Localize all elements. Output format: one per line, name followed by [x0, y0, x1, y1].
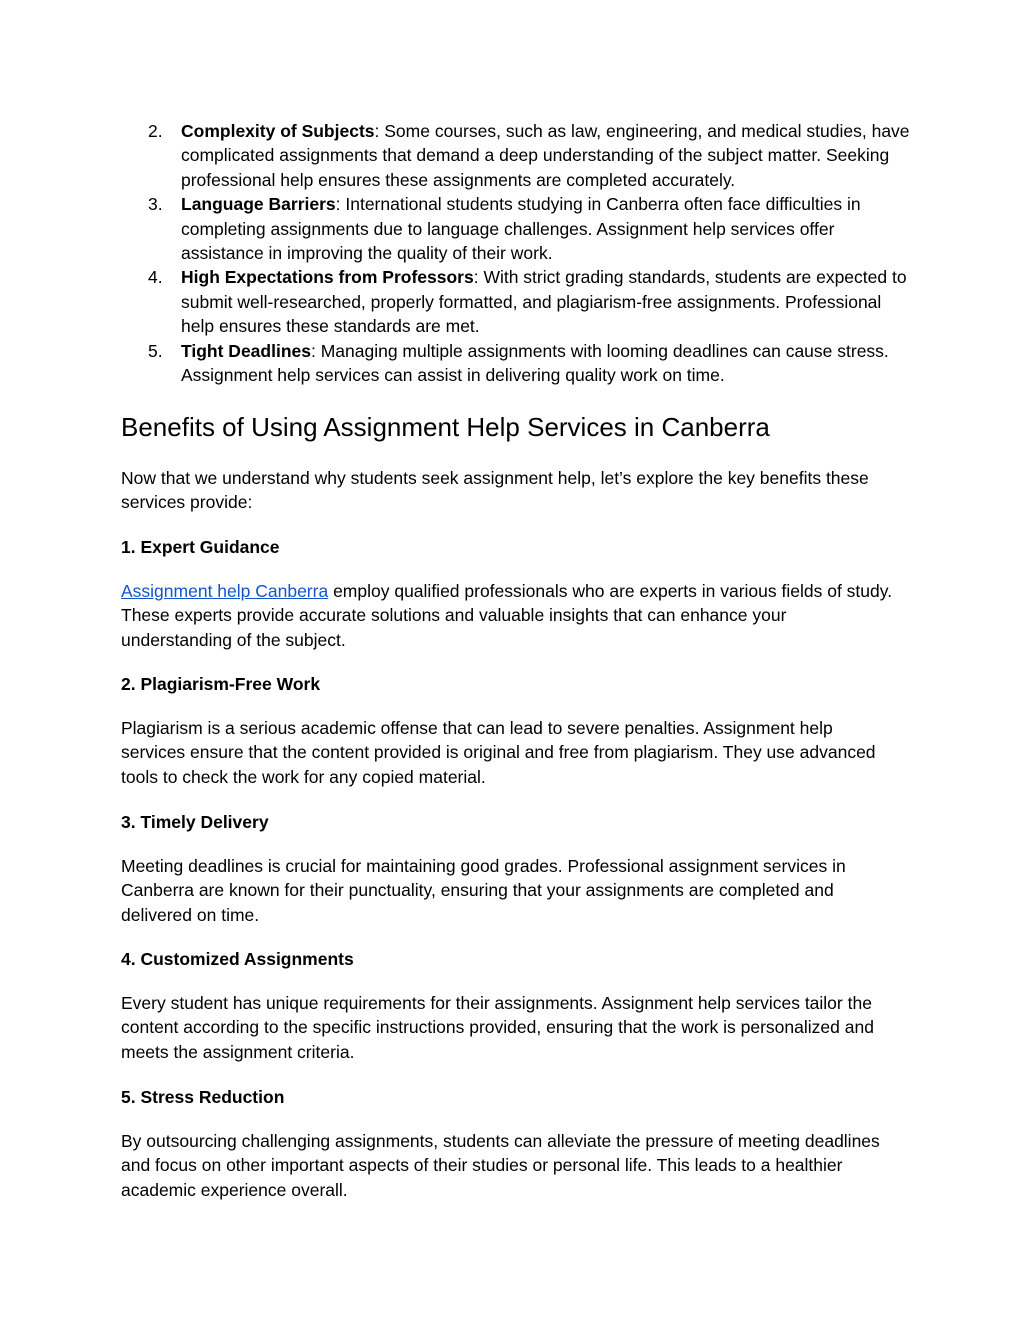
- list-item: [0, 265, 911, 338]
- benefit-paragraph-stress-reduction: By outsourcing challenging assignments, students can alleviate the pressure of meeting deadlines and focus on other important aspects of their studies or personal life. This leads to a healthier academic experience overall.: [121, 1131, 880, 1200]
- list-item-text: : With strict grading standards, students are expected to submit well-researched, properly formatted, and plagiarism-free assignments. Professional help ensures these standards are met.: [181, 267, 907, 337]
- assignment-help-canberra-link[interactable]: Assignment help Canberra: [121, 581, 329, 601]
- benefit-heading-stress-reduction: 5. Stress Reduction: [121, 1087, 285, 1107]
- list-item-title: High Expectations from Professors: [181, 267, 474, 288]
- benefit-heading-customized: 4. Customized Assignments: [121, 949, 354, 969]
- list-number: 3.: [148, 194, 163, 215]
- reasons-list: [0, 119, 911, 387]
- list-item-title: Complexity of Subjects: [181, 121, 375, 141]
- benefit-heading-timely-delivery: 3. Timely Delivery: [121, 812, 269, 832]
- list-item-text: : Managing multiple assignments with looming deadlines can cause stress. Assignment help services can assist in delivering quality work on time.: [181, 340, 889, 386]
- benefit-paragraph-expert-guidance: [121, 579, 901, 652]
- benefit-heading-plagiarism-free: 2. Plagiarism-Free Work: [121, 674, 321, 694]
- list-number: 4.: [148, 267, 163, 288]
- intro-paragraph: Now that we understand why students seek assignment help, let’s explore the key benefits these services provide:: [121, 468, 869, 513]
- list-item: [0, 119, 911, 192]
- benefit-heading-expert-guidance: 1. Expert Guidance: [121, 537, 280, 557]
- list-number: 2.: [148, 121, 163, 141]
- benefit-paragraph-timely-delivery: Meeting deadlines is crucial for maintaining good grades. Professional assignment services in Canberra are known for their punctuality, ensuring that your assignments are completed and delivered on time.: [121, 856, 846, 925]
- list-item-text: : Some courses, such as law, engineering, and medical studies, have complicated assignments that demand a deep understanding of the subject matter. Seeking professional help ensures these assignments are completed accurately.: [181, 121, 910, 190]
- list-number: 5.: [148, 340, 163, 361]
- list-item: [0, 192, 911, 265]
- benefit-paragraph-plagiarism-free: Plagiarism is a serious academic offense that can lead to severe penalties. Assignment help services ensure that the content provided is original and free from plagiarism. They use advanced tools to check the work for any copied material.: [121, 718, 876, 787]
- section-heading: Benefits of Using Assignment Help Services in Canberra: [121, 412, 770, 442]
- list-item-title: Language Barriers: [181, 194, 336, 215]
- list-item-title: Tight Deadlines: [181, 340, 311, 361]
- benefit-paragraph-customized: Every student has unique requirements for their assignments. Assignment help services tailor the content according to the specific instructions provided, ensuring that the work is personalized and meets the assignment criteria.: [121, 993, 874, 1062]
- list-item-text: : International students studying in Canberra often face difficulties in completing assignments due to language challenges. Assignment help services offer assistance in improving the quality of their work.: [181, 194, 861, 264]
- benefit-text: employ qualified professionals who are experts in various fields of study. These experts provide accurate solutions and valuable insights that can enhance your understanding of the subject.: [121, 581, 893, 650]
- list-item: [0, 339, 911, 388]
